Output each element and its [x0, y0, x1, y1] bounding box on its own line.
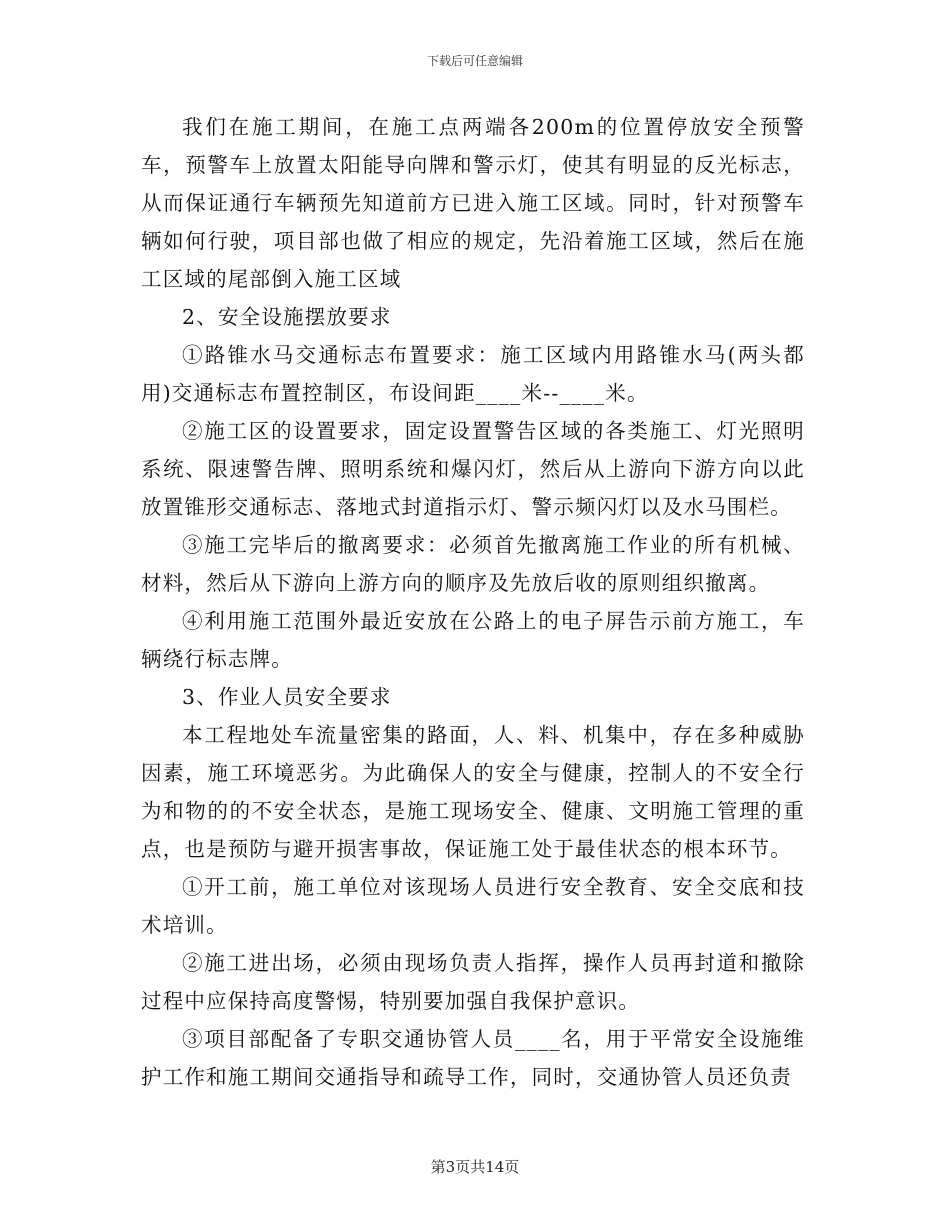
page-number: 第3页共14页	[430, 1158, 520, 1176]
paragraph-traffic-coordinators: ③项目部配备了专职交通协管人员____名，用于平常安全设施维护工作和施工期间交通指导和疏导工作，同时，交通协管人员还负责	[141, 1027, 805, 1089]
paragraph-work-zone-setup: ②施工区的设置要求，固定设置警告区域的各类施工、灯光照明系统、限速警告牌、照明系统和爆闪灯，然后从上游向下游方向以此放置锥形交通标志、落地式封道指示灯、警示频闪灯以及水马围栏。	[141, 419, 805, 519]
paragraph-warning-vehicle: 我们在施工期间，在施工点两端各200m的位置停放安全预警车，预警车上放置太阳能导向牌和警示灯，使其有明显的反光标志，从而保证通行车辆预先知道前方已进入施工区域。同时，针对预警车辆如何行驶，项目部也做了相应的规定，先沿着施工区域，然后在施工区域的尾部倒入施工区域	[141, 115, 805, 291]
paragraph-withdrawal-requirements: ③施工完毕后的撤离要求：必须首先撤离施工作业的所有机械、材料，然后从下游向上游方向的顺序及先放后收的原则组织撤离。	[141, 533, 805, 595]
paragraph-electronic-sign: ④利用施工范围外最近安放在公路上的电子屏告示前方施工，车辆绕行标志牌。	[141, 609, 805, 671]
section-heading-safety-facilities: 2、安全设施摆放要求	[182, 305, 392, 329]
paragraph-pre-start-training: ①开工前，施工单位对该现场人员进行安全教育、安全交底和技术培训。	[141, 875, 805, 937]
paragraph-worker-safety-overview: 本工程地处车流量密集的路面，人、料、机集中，存在多种威胁因素，施工环境恶劣。为此确保人的安全与健康，控制人的不安全行为和物的的不安全状态，是施工现场安全、健康、文明施工管理的重点，也是预防与避开损害事故，保证施工处于最佳状态的根本环节。	[141, 723, 805, 861]
page-header-note: 下载后可任意编辑	[426, 54, 523, 68]
paragraph-cone-requirements: ①路锥水马交通标志布置要求：施工区域内用路锥水马(两头都用)交通标志布置控制区，布设间距____米--____米。	[141, 343, 805, 405]
paragraph-entry-exit-command: ②施工进出场，必须由现场负责人指挥，操作人员再封道和撤除过程中应保持高度警惕，特别要加强自我保护意识。	[141, 951, 805, 1013]
section-heading-worker-safety: 3、作业人员安全要求	[182, 685, 392, 709]
document-body	[141, 108, 805, 1096]
